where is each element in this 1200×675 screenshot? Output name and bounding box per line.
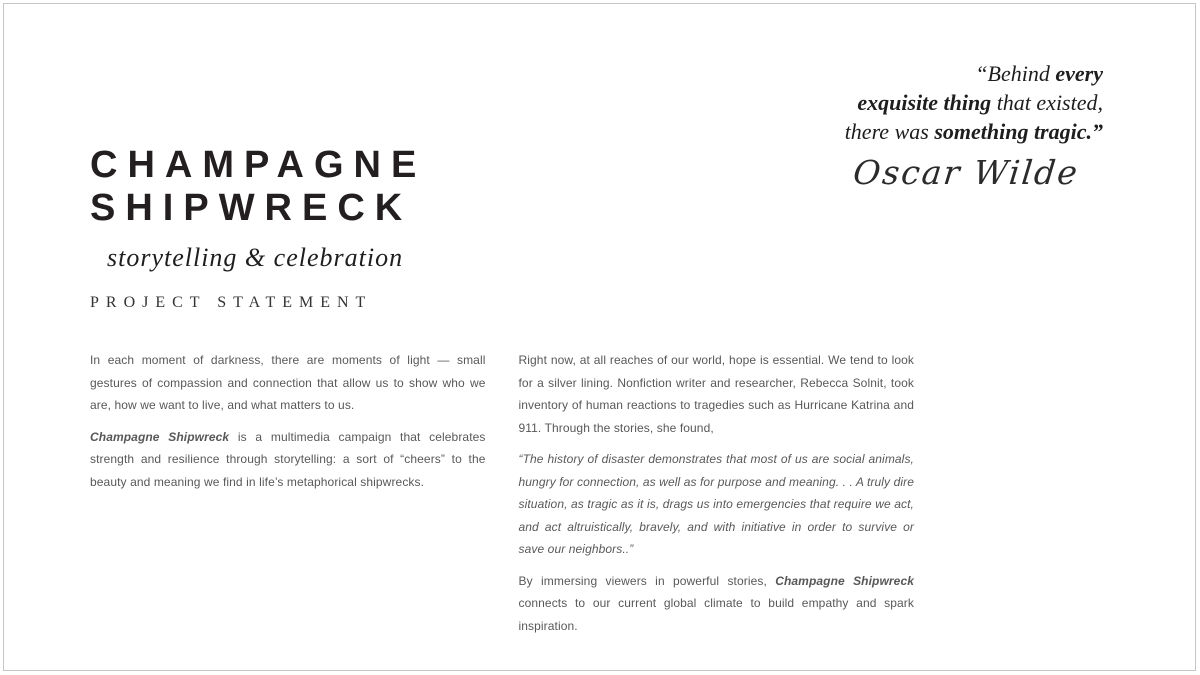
paragraph-intro: In each moment of darkness, there are moments of light — small gestures of compassion and connection that allow us to show who we are, how we want to live, and what matters to us. bbox=[90, 353, 486, 412]
paragraph-solnit-quote: “The history of disaster demonstrates that most of us are social animals, hungry for connection, as well as for purpose and meaning. . . A truly dire situation, as tragic as it is, drags us into emergencies that require we act, and act altruistically, bravely, and with initiative in order to survive or save our neighbors..” bbox=[518, 452, 914, 556]
right-column bbox=[519, 349, 915, 637]
oscar-wilde-quote: “Behind every exquisite thing that existed, there was something tragic.” bbox=[844, 61, 1103, 144]
brand-block bbox=[90, 144, 426, 273]
quote-block bbox=[713, 59, 1103, 192]
paragraph-campaign: Champagne Shipwreck is a multimedia campaign that celebrates strength and resilience through storytelling: a sort of “cheers” to the beauty and meaning we find in life’s metaphorical shipwrecks. bbox=[90, 429, 486, 489]
subtitle-tagline: storytelling & celebration bbox=[107, 243, 404, 272]
left-column bbox=[90, 349, 486, 637]
title-line-1: CHAMPAGNE bbox=[90, 144, 427, 186]
title-line-2: SHIPWRECK bbox=[90, 187, 413, 229]
paragraph-hope: Right now, at all reaches of our world, hope is essential. We tend to look for a silver lining. Nonfiction writer and researcher, Rebecca Solnit, took inventory of human reactions to tragedies such as Hurricane Katrina and 911. Through the stories, she found, bbox=[518, 353, 914, 435]
slide-canvas bbox=[3, 3, 1196, 671]
body-columns bbox=[90, 349, 914, 637]
paragraph-closing: By immersing viewers in powerful stories, Champagne Shipwreck connects to our current global climate to build empathy and spark inspiration. bbox=[518, 573, 914, 633]
quote-attribution-signature: Oscar Wilde bbox=[851, 153, 1082, 192]
section-heading: PROJECT STATEMENT bbox=[90, 294, 373, 311]
